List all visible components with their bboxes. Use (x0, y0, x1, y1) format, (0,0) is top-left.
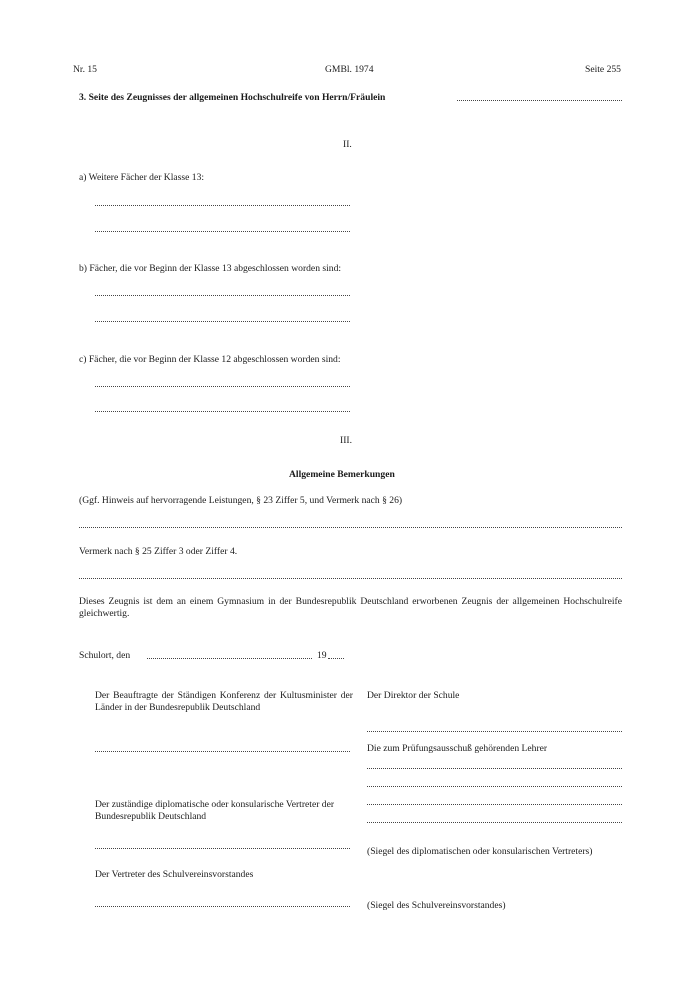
remarks-hint: (Ggf. Hinweis auf hervorragende Leistungen, § 23 Ziffer 5, und Vermerk nach § 26) (79, 495, 403, 506)
subjects-class13-line-2[interactable] (95, 231, 350, 232)
subjects-before12-line-2[interactable] (95, 411, 350, 412)
general-remarks-heading: Allgemeine Bemerkungen (289, 469, 395, 480)
issue-number: Nr. 15 (73, 64, 97, 75)
examiner-signature-line-3[interactable] (367, 804, 622, 805)
form-title: 3. Seite des Zeugnisses der allgemeinen Hochschulreife von Herrn/Fräulein (79, 92, 386, 103)
note-25-label: Vermerk nach § 25 Ziffer 3 oder Ziffer 4. (79, 546, 238, 557)
page-number: Seite 255 (585, 64, 621, 75)
association-signature-line[interactable] (95, 906, 350, 907)
diplomatic-seal-caption: (Siegel des diplomatischen oder konsularischen Vertreters) (367, 846, 593, 857)
subjects-before13-label: b) Fächer, die vor Beginn der Klasse 13 abgeschlossen worden sind: (79, 263, 342, 274)
year-line[interactable] (328, 658, 344, 659)
school-association-title: Der Vertreter des Schulvereinsvorstandes (95, 869, 254, 880)
section-ii-numeral: II. (343, 139, 352, 150)
director-title: Der Direktor der Schule (367, 690, 460, 701)
year-prefix: 19 (317, 650, 327, 661)
examiner-signature-line-2[interactable] (367, 786, 622, 787)
subjects-before12-line-1[interactable] (95, 386, 350, 387)
subjects-class13-label: a) Weitere Fächer der Klasse 13: (79, 172, 205, 183)
name-line[interactable] (457, 100, 622, 101)
examiner-signature-line-4[interactable] (367, 822, 622, 823)
section-iii-numeral: III. (340, 435, 352, 446)
subjects-before13-line-2[interactable] (95, 321, 350, 322)
remarks-line[interactable] (79, 527, 622, 528)
examiners-title: Die zum Prüfungsausschuß gehörenden Lehrer (367, 743, 548, 754)
gazette-title: GMBl. 1974 (325, 64, 374, 75)
subjects-before12-label: c) Fächer, die vor Beginn der Klasse 12 abgeschlossen worden sind: (79, 354, 341, 365)
director-signature-line[interactable] (367, 731, 622, 732)
kmk-representative-title: Der Beauftragte der Ständigen Konferenz der Kultusminister der Länder in der Bundesrepublik Deutschland (95, 690, 353, 714)
note-25-line[interactable] (79, 578, 622, 579)
place-date-label: Schulort, den (79, 650, 131, 661)
equivalence-statement: Dieses Zeugnis ist dem an einem Gymnasium in der Bundesrepublik Deutschland erworbenen Zeugnis der allgemeinen Hochschulreife gleichwertig. (79, 596, 622, 620)
subjects-class13-line-1[interactable] (95, 205, 350, 206)
association-seal-caption: (Siegel des Schulvereinsvorstandes) (367, 900, 506, 911)
subjects-before13-line-1[interactable] (95, 295, 350, 296)
diplomatic-signature-line[interactable] (95, 848, 350, 849)
kmk-signature-line[interactable] (95, 751, 350, 752)
place-date-line[interactable] (147, 658, 312, 659)
diplomatic-representative-title: Der zuständige diplomatische oder konsularische Vertreter der Bundesrepublik Deutschland (95, 799, 335, 823)
examiner-signature-line-1[interactable] (367, 768, 622, 769)
